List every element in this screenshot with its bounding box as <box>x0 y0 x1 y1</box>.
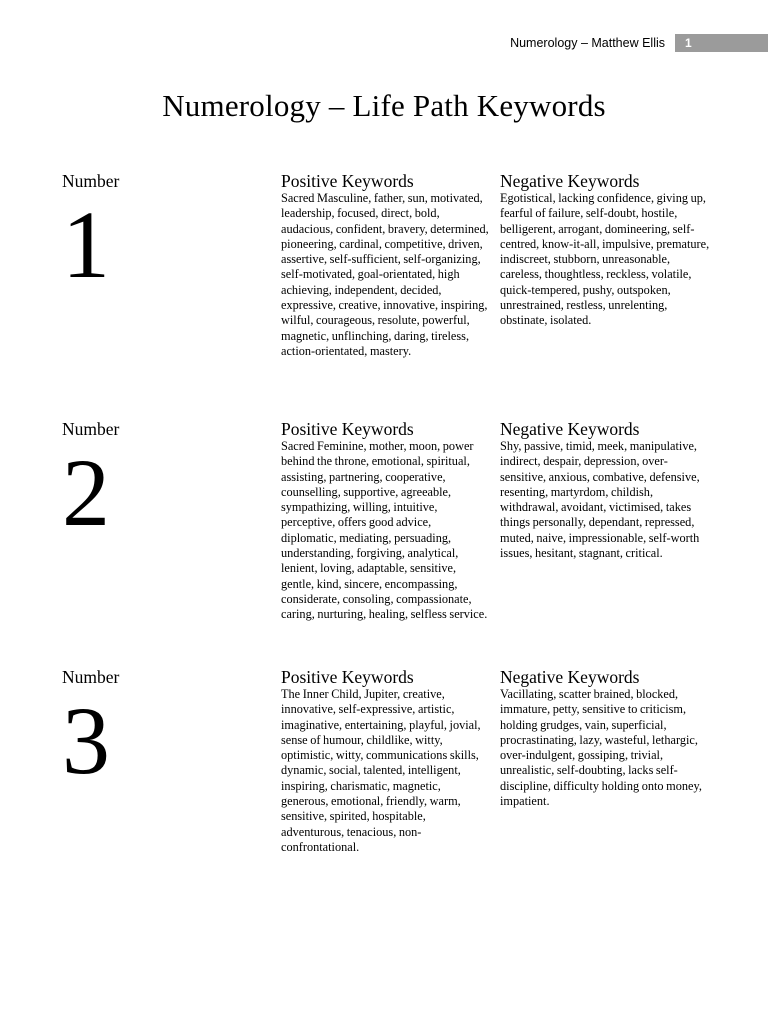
negative-keywords-column <box>500 171 710 329</box>
positive-keywords-column <box>281 171 489 359</box>
positive-keywords-text: The Inner Child, Jupiter, creative, innovative, self-expressive, artistic, imaginative, entertaining, playful, jovial, sense of humour, childlike, witty, optimistic, witty, communications skills, dynamic, social, talented, intelligent, inspiring, charismatic, magnetic, generous, emotional, friendly, warm, sensitive, spirited, hospitable, adventurous, tenacious, non-confrontational. <box>281 687 481 854</box>
life-path-number: 2 <box>62 439 110 546</box>
life-path-number: 3 <box>62 687 110 794</box>
header-title: Numerology – Matthew Ellis <box>510 36 665 50</box>
negative-keywords-column <box>500 419 710 561</box>
negative-keywords-heading: Negative Keywords <box>500 419 640 439</box>
positive-keywords-text: Sacred Feminine, mother, moon, power behind the throne, emotional, spiritual, assisting, partnering, cooperative, counselling, supportive, agreeable, sympathizing, willing, intuitive, perceptive, offers good advice, diplomatic, mediating, persuading, understanding, forgiving, analytical, lenient, loving, adaptable, sensitive, gentle, kind, sincere, encompassing, considerate, consoling, compassionate, caring, nurturing, healing, selfless service. <box>281 439 488 622</box>
positive-keywords-column <box>281 667 489 855</box>
life-path-number: 1 <box>62 191 110 298</box>
positive-keywords-column <box>281 419 489 623</box>
page-header <box>0 34 768 52</box>
negative-keywords-heading: Negative Keywords <box>500 667 640 687</box>
positive-keywords-heading: Positive Keywords <box>281 419 414 439</box>
negative-keywords-column <box>500 667 710 809</box>
positive-keywords-heading: Positive Keywords <box>281 667 414 687</box>
page-number: 1 <box>675 34 768 52</box>
positive-keywords-heading: Positive Keywords <box>281 171 414 191</box>
document-title: Numerology – Life Path Keywords <box>162 88 606 123</box>
number-label: Number <box>62 171 120 191</box>
negative-keywords-text: Egotistical, lacking confidence, giving up, fearful of failure, self-doubt, hostile, belligerent, arrogant, domineering, self-centred, know-it-all, impulsive, premature, indiscreet, stubborn, unreasonable, careless, thoughtless, reckless, volatile, quick-tempered, pushy, outspoken, unrestrained, restless, unrelenting, obstinate, isolated. <box>500 191 710 328</box>
positive-keywords-text: Sacred Masculine, father, sun, motivated, leadership, focused, direct, bold, audacious, confident, bravery, determined, pioneering, cardinal, competitive, driven, assertive, self-sufficient, self-organizing, self-motivated, goal-orientated, high achieving, independent, decided, expressive, creative, innovative, inspiring, wilful, courageous, resolute, powerful, magnetic, unflinching, daring, tireless, action-orientated, mastery. <box>281 191 489 358</box>
negative-keywords-text: Shy, passive, timid, meek, manipulative, indirect, despair, depression, over-sensitive, anxious, combative, defensive, resenting, martyrdom, childish, withdrawal, avoidant, victimised, takes things personally, dependant, repressed, muted, naive, impressionable, self-worth issues, hesitant, stagnant, critical. <box>500 439 700 561</box>
number-label: Number <box>62 667 120 687</box>
number-label: Number <box>62 419 120 439</box>
negative-keywords-heading: Negative Keywords <box>500 171 640 191</box>
negative-keywords-text: Vacillating, scatter brained, blocked, immature, petty, sensitive to criticism, holding grudges, vain, superficial, procrastinating, lazy, wasteful, lethargic, over-indulgent, gossiping, trivial, unrealistic, self-doubting, lacks self-discipline, difficulty holding onto money, impatient. <box>500 687 702 809</box>
